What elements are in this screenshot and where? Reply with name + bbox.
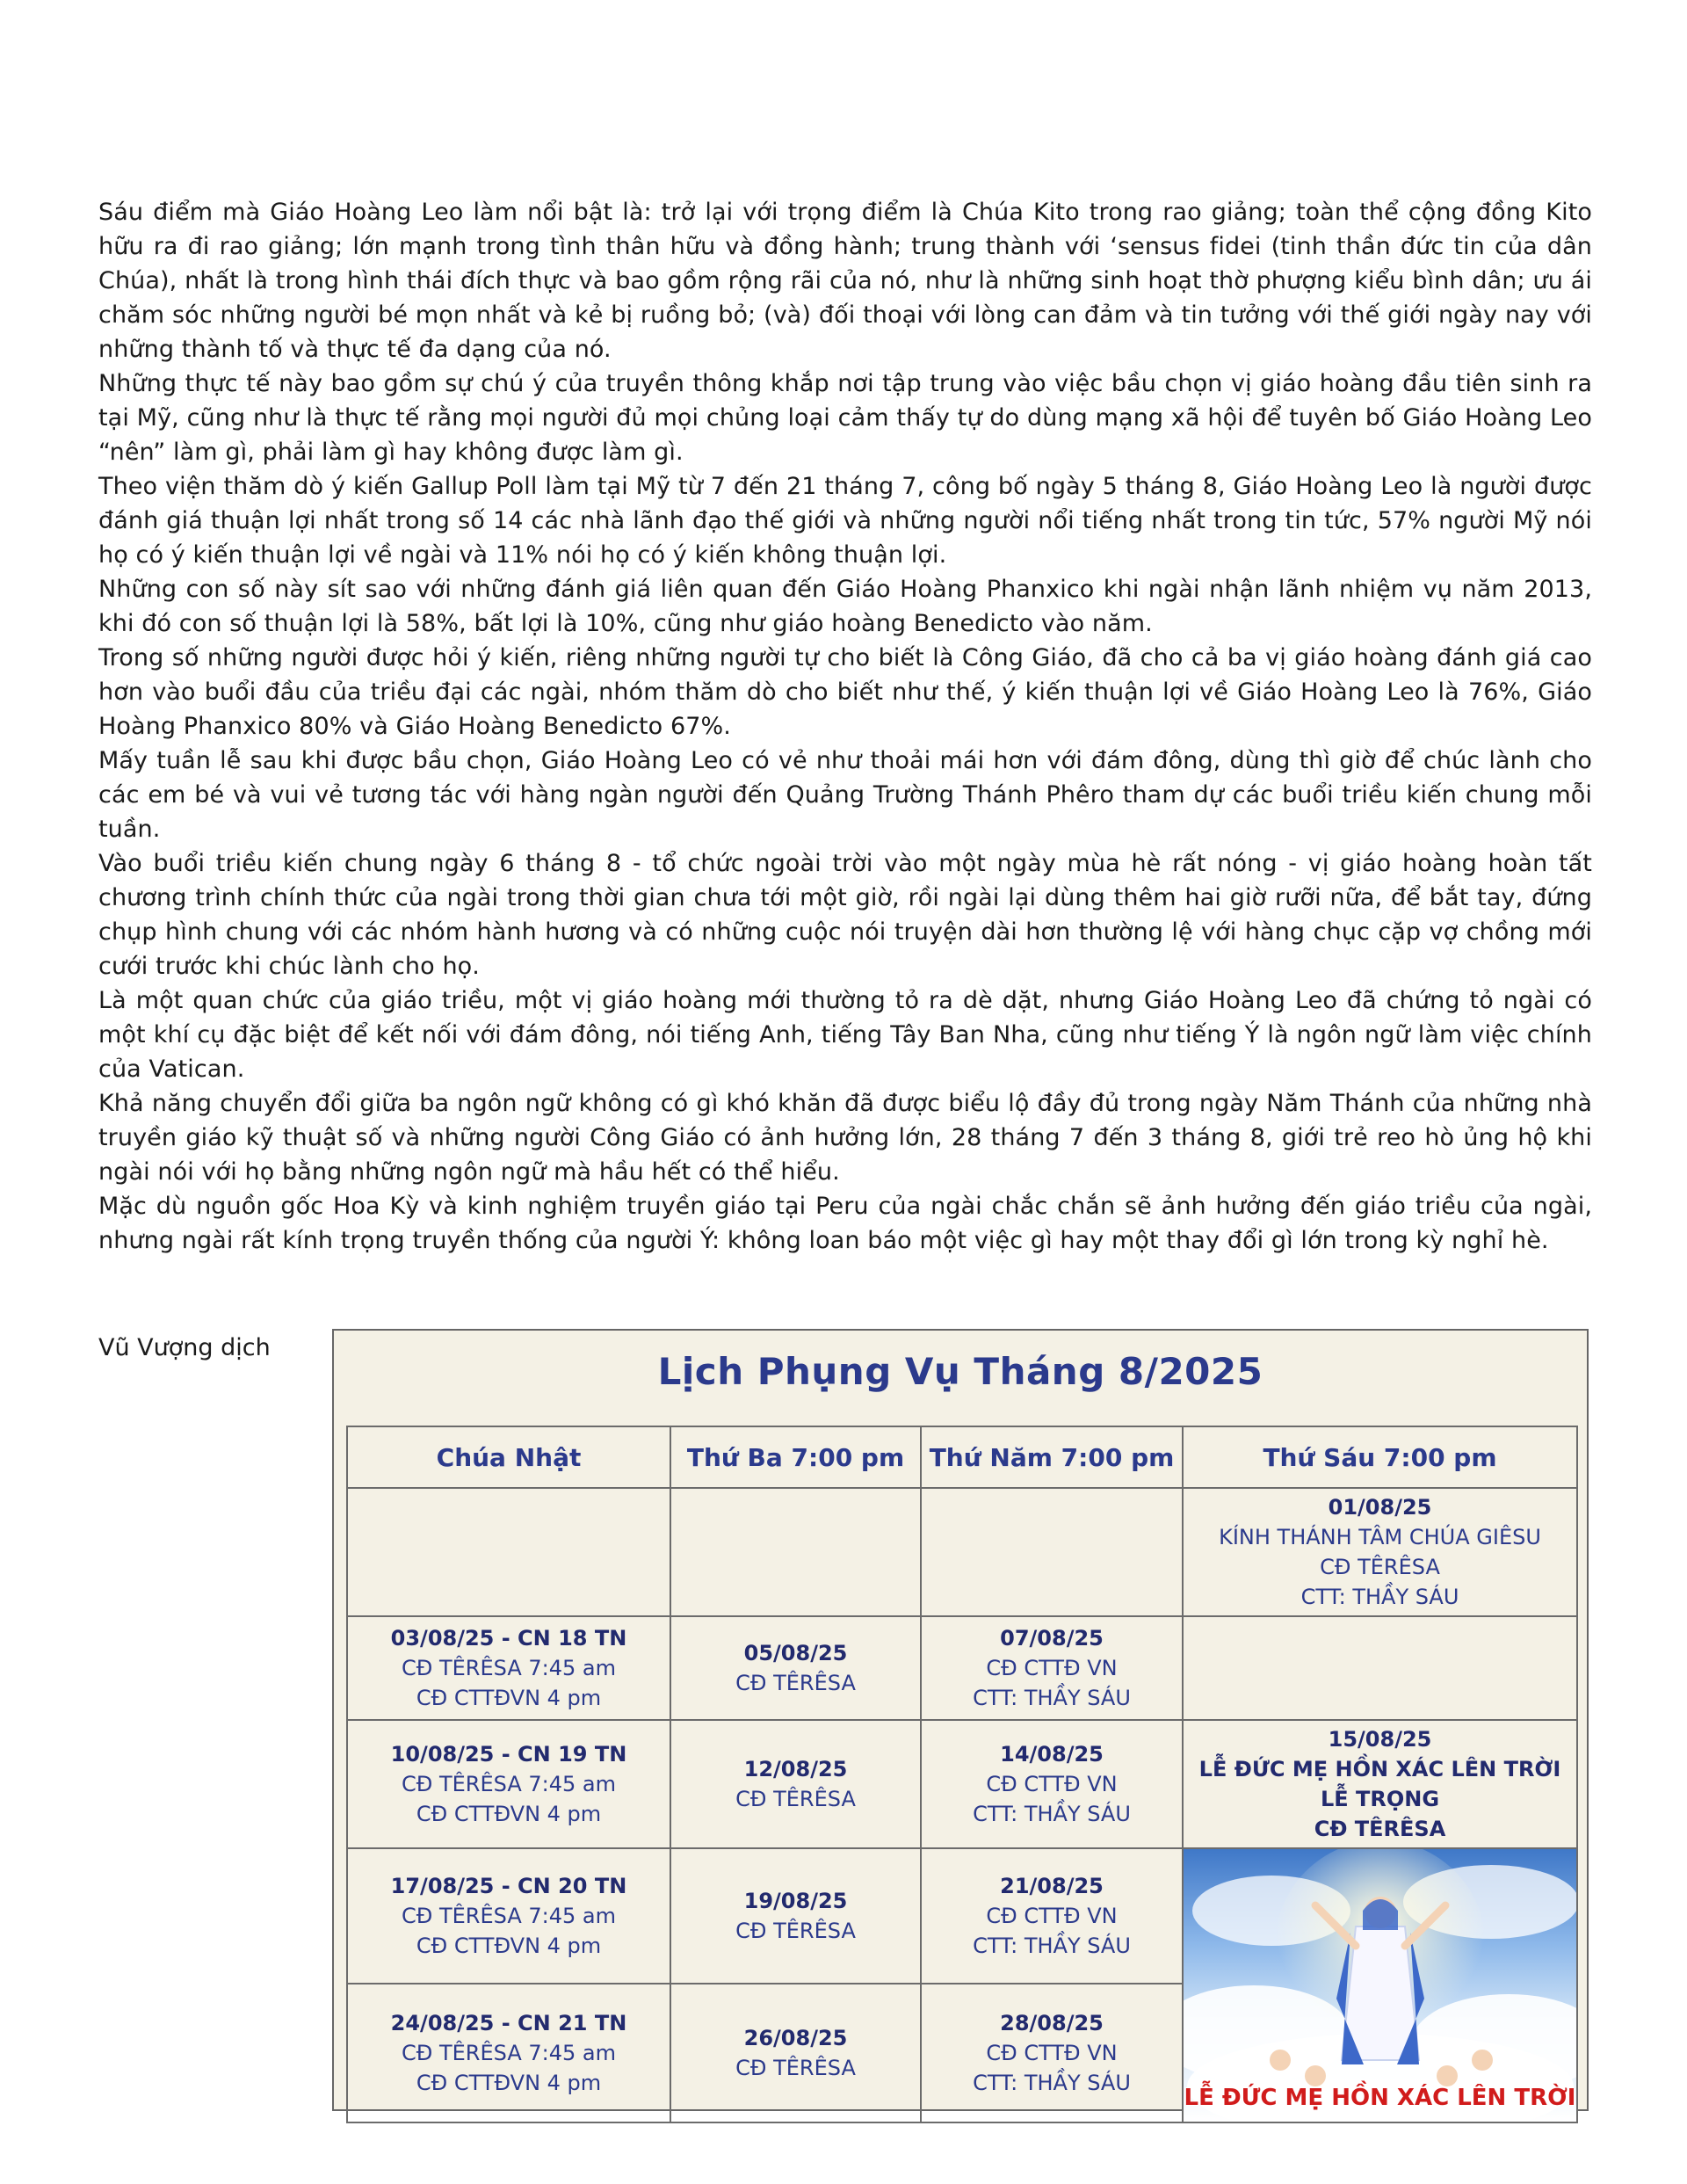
cell-text: CĐ TÊRÊSA [735,1787,856,1811]
article-paragraph: Những thực tế này bao gồm sự chú ý của truyền thông khắp nơi tập trung vào việc bầu chọn vị giáo hoàng đầu tiên sinh ra tại Mỹ, cũng như là thực tế rằng mọi người đủ mọi chủng loại cảm thấy tự do dùng mạng xã hội để tuyên bố Giáo Hoàng Leo “nên” làm gì, phải làm gì hay không được làm gì. [98,370,1592,466]
cell-text: CĐ TÊRÊSA 7:45 am [402,1656,616,1680]
cell-text: CĐ TÊRÊSA [735,1918,856,1943]
article-body [98,195,1592,1258]
cell-date: 05/08/25 [743,1641,848,1665]
cell-date: 17/08/25 - CN 20 TN [390,1873,627,1898]
schedule-cell-thursday [921,1720,1183,1848]
schedule-table [346,1426,1578,2123]
cell-text: CĐ CTTĐVN 4 pm [416,1802,602,1826]
schedule-header-row [347,1426,1577,1488]
schedule-cell-sunday [347,1720,670,1848]
cell-date: 28/08/25 [1000,2010,1104,2035]
assumption-illustration [1184,1849,1576,2122]
cell-text: CTT: THẦY SÁU [973,2070,1131,2095]
schedule-cell-friday [1183,1488,1577,1616]
cell-text: CĐ TÊRÊSA [735,1671,856,1695]
schedule-cell-tuesday [670,1848,921,1984]
image-caption: LỄ ĐỨC MẸ HỒN XÁC LÊN TRỜI [1184,2085,1576,2111]
cell-text: CTT: THẦY SÁU [1300,1585,1459,1609]
article-paragraph: Là một quan chức của giáo triều, một vị giáo hoàng mới thường tỏ ra dè dặt, nhưng Giáo Hoàng Leo đã chứng tỏ ngài có một khí cụ đặc biệt để kết nối với đám đông, nói tiếng Anh, tiếng Tây Ban Nha, cũng như tiếng Ý là ngôn ngữ làm việc chính của Vatican. [98,987,1592,1083]
cell-text: CĐ CTTĐVN 4 pm [416,2070,602,2095]
schedule-row [347,1488,1577,1616]
cell-date: 26/08/25 [743,2025,848,2050]
article-paragraph: Vào buổi triều kiến chung ngày 6 tháng 8 - tổ chức ngoài trời vào một ngày mùa hè rất nóng - vị giáo hoàng hoàn tất chương trình chính thức của ngài trong thời gian chưa tới một giờ, rồi ngài lại dùng thêm hai giờ rưỡi nữa, để bắt tay, đứng chụp hình chung với các nhóm hành hương và có những cuộc nói truyện dài hơn thường lệ với hàng chục cặp vợ chồng mới cưới trước khi chúc lành cho họ. [98,850,1592,980]
schedule-row [347,1848,1577,1984]
article-paragraph: Theo viện thăm dò ý kiến Gallup Poll làm tại Mỹ từ 7 đến 21 tháng 7, công bố ngày 5 tháng 8, Giáo Hoàng Leo là người được đánh giá thuận lợi nhất trong số 14 các nhà lãnh đạo thế giới và những người nổi tiếng nhất trong tin tức, 57% người Mỹ nói họ có ý kiến thuận lợi về ngài và 11% nói họ có ý kiến không thuận lợi. [98,473,1592,569]
cell-date: 10/08/25 - CN 19 TN [390,1742,627,1767]
article-paragraph: Sáu điểm mà Giáo Hoàng Leo làm nổi bật là: trở lại với trọng điểm là Chúa Kito trong rao giảng; toàn thể cộng đồng Kito hữu ra đi rao giảng; lớn mạnh trong tình thân hữu và đồng hành; trung thành với ‘sensus fidei (tinh thần đức tin của dân Chúa), nhất là trong hình thái đích thực và bao gồm rộng rãi của nó, như là những sinh hoạt thờ phượng kiểu bình dân; ưu ái chăm sóc những người bé mọn nhất và kẻ bị ruồng bỏ; (và) đối thoại với lòng can đảm và tin tưởng với thế giới ngày nay với những thành tố và thực tế đa dạng của nó. [98,199,1592,363]
header-thursday: Thứ Năm 7:00 pm [921,1426,1183,1488]
cell-text: CĐ CTTĐVN 4 pm [416,1686,602,1710]
cell-date: 01/08/25 [1328,1495,1432,1520]
cell-date: 14/08/25 [1000,1742,1104,1767]
header-sunday: Chúa Nhật [347,1426,670,1488]
cell-text: CTT: THẦY SÁU [973,1686,1131,1710]
cell-date: 19/08/25 [743,1888,848,1913]
schedule-cell-friday [1183,1720,1577,1848]
article-paragraph: Mấy tuần lễ sau khi được bầu chọn, Giáo Hoàng Leo có vẻ như thoải mái hơn với đám đông, dùng thì giờ để chúc lành cho các em bé và vui vẻ tương tác với hàng ngàn người đến Quảng Trường Thánh Phêro tham dự các buổi triều kiến chung mỗi tuần. [98,747,1592,843]
cell-text: LỄ TRỌNG [1320,1787,1440,1811]
liturgy-schedule [332,1329,1589,2111]
cell-date: 12/08/25 [743,1757,848,1781]
schedule-cell-sunday [347,1984,670,2122]
translator-credit: Vũ Vượng dịch [98,1334,271,1361]
cell-date: 07/08/25 [1000,1626,1104,1651]
cell-text: CĐ CTTĐVN 4 pm [416,1933,602,1958]
schedule-cell-sunday [347,1488,670,1616]
schedule-cell-thursday [921,1616,1183,1720]
schedule-cell-tuesday [670,1984,921,2122]
cell-text: CĐ CTTĐ VN [986,1656,1118,1680]
header-tuesday: Thứ Ba 7:00 pm [670,1426,921,1488]
article-paragraph: Những con số này sít sao với những đánh giá liên quan đến Giáo Hoàng Phanxico khi ngài nhận lãnh nhiệm vụ năm 2013, khi đó con số thuận lợi là 58%, bất lợi là 10%, cũng như giáo hoàng Benedicto vào năm. [98,576,1592,637]
schedule-row [347,1720,1577,1848]
schedule-cell-friday [1183,1616,1577,1720]
schedule-cell-thursday [921,1488,1183,1616]
article-paragraph: Khả năng chuyển đổi giữa ba ngôn ngữ không có gì khó khăn đã được biểu lộ đầy đủ trong ngày Năm Thánh của những nhà truyền giáo kỹ thuật số và những người Công Giáo có ảnh hưởng lớn, 28 tháng 7 đến 3 tháng 8, giới trẻ reo hò ủng hộ khi ngài nói với họ bằng những ngôn ngữ mà hầu hết có thể hiểu. [98,1090,1592,1186]
schedule-row [347,1616,1577,1720]
schedule-cell-sunday [347,1848,670,1984]
article-paragraph: Trong số những người được hỏi ý kiến, riêng những người tự cho biết là Công Giáo, đã cho cả ba vị giáo hoàng đánh giá cao hơn vào buổi đầu của triều đại các ngài, nhóm thăm dò cho biết như thế, ý kiến thuận lợi về Giáo Hoàng Leo là 76%, Giáo Hoàng Phanxico 80% và Giáo Hoàng Benedicto 67%. [98,644,1592,740]
schedule-cell-tuesday [670,1720,921,1848]
assumption-image [1184,1849,1576,2122]
cell-text: CĐ CTTĐ VN [986,2040,1118,2065]
cell-text: CTT: THẦY SÁU [973,1933,1131,1958]
cell-text: LỄ ĐỨC MẸ HỒN XÁC LÊN TRỜI [1198,1757,1561,1781]
cell-text: CĐ TÊRÊSA 7:45 am [402,1772,616,1796]
cell-text: KÍNH THÁNH TÂM CHÚA GIÊSU [1219,1525,1541,1549]
cell-text: CĐ TÊRÊSA [735,2055,856,2080]
schedule-cell-sunday [347,1616,670,1720]
cell-text: CĐ TÊRÊSA [1320,1555,1440,1579]
header-friday: Thứ Sáu 7:00 pm [1183,1426,1577,1488]
article-paragraph: Mặc dù nguồn gốc Hoa Kỳ và kinh nghiệm truyền giáo tại Peru của ngài chắc chắn sẽ ảnh hưởng đến giáo triều của ngài, nhưng ngài rất kính trọng truyền thống của người Ý: không loan báo một việc gì hay một thay đổi gì lớn trong kỳ nghỉ hè. [98,1193,1592,1254]
schedule-cell-tuesday [670,1616,921,1720]
cell-date: 21/08/25 [1000,1873,1104,1898]
cell-date: 15/08/25 [1328,1727,1432,1752]
cell-text: CĐ TÊRÊSA 7:45 am [402,1903,616,1928]
cell-text: CTT: THẦY SÁU [973,1802,1131,1826]
cell-text: CĐ CTTĐ VN [986,1903,1118,1928]
schedule-cell-tuesday [670,1488,921,1616]
schedule-cell-thursday [921,1984,1183,2122]
cell-date: 03/08/25 - CN 18 TN [390,1626,627,1651]
schedule-title: Lịch Phụng Vụ Tháng 8/2025 [657,1350,1263,1393]
schedule-cell-thursday [921,1848,1183,1984]
cell-date: 24/08/25 - CN 21 TN [390,2010,627,2035]
cell-text: CĐ CTTĐ VN [986,1772,1118,1796]
cell-text: CĐ TÊRÊSA 7:45 am [402,2040,616,2065]
cell-text: CĐ TÊRÊSA [1314,1817,1446,1841]
assumption-image-cell [1183,1848,1577,2122]
